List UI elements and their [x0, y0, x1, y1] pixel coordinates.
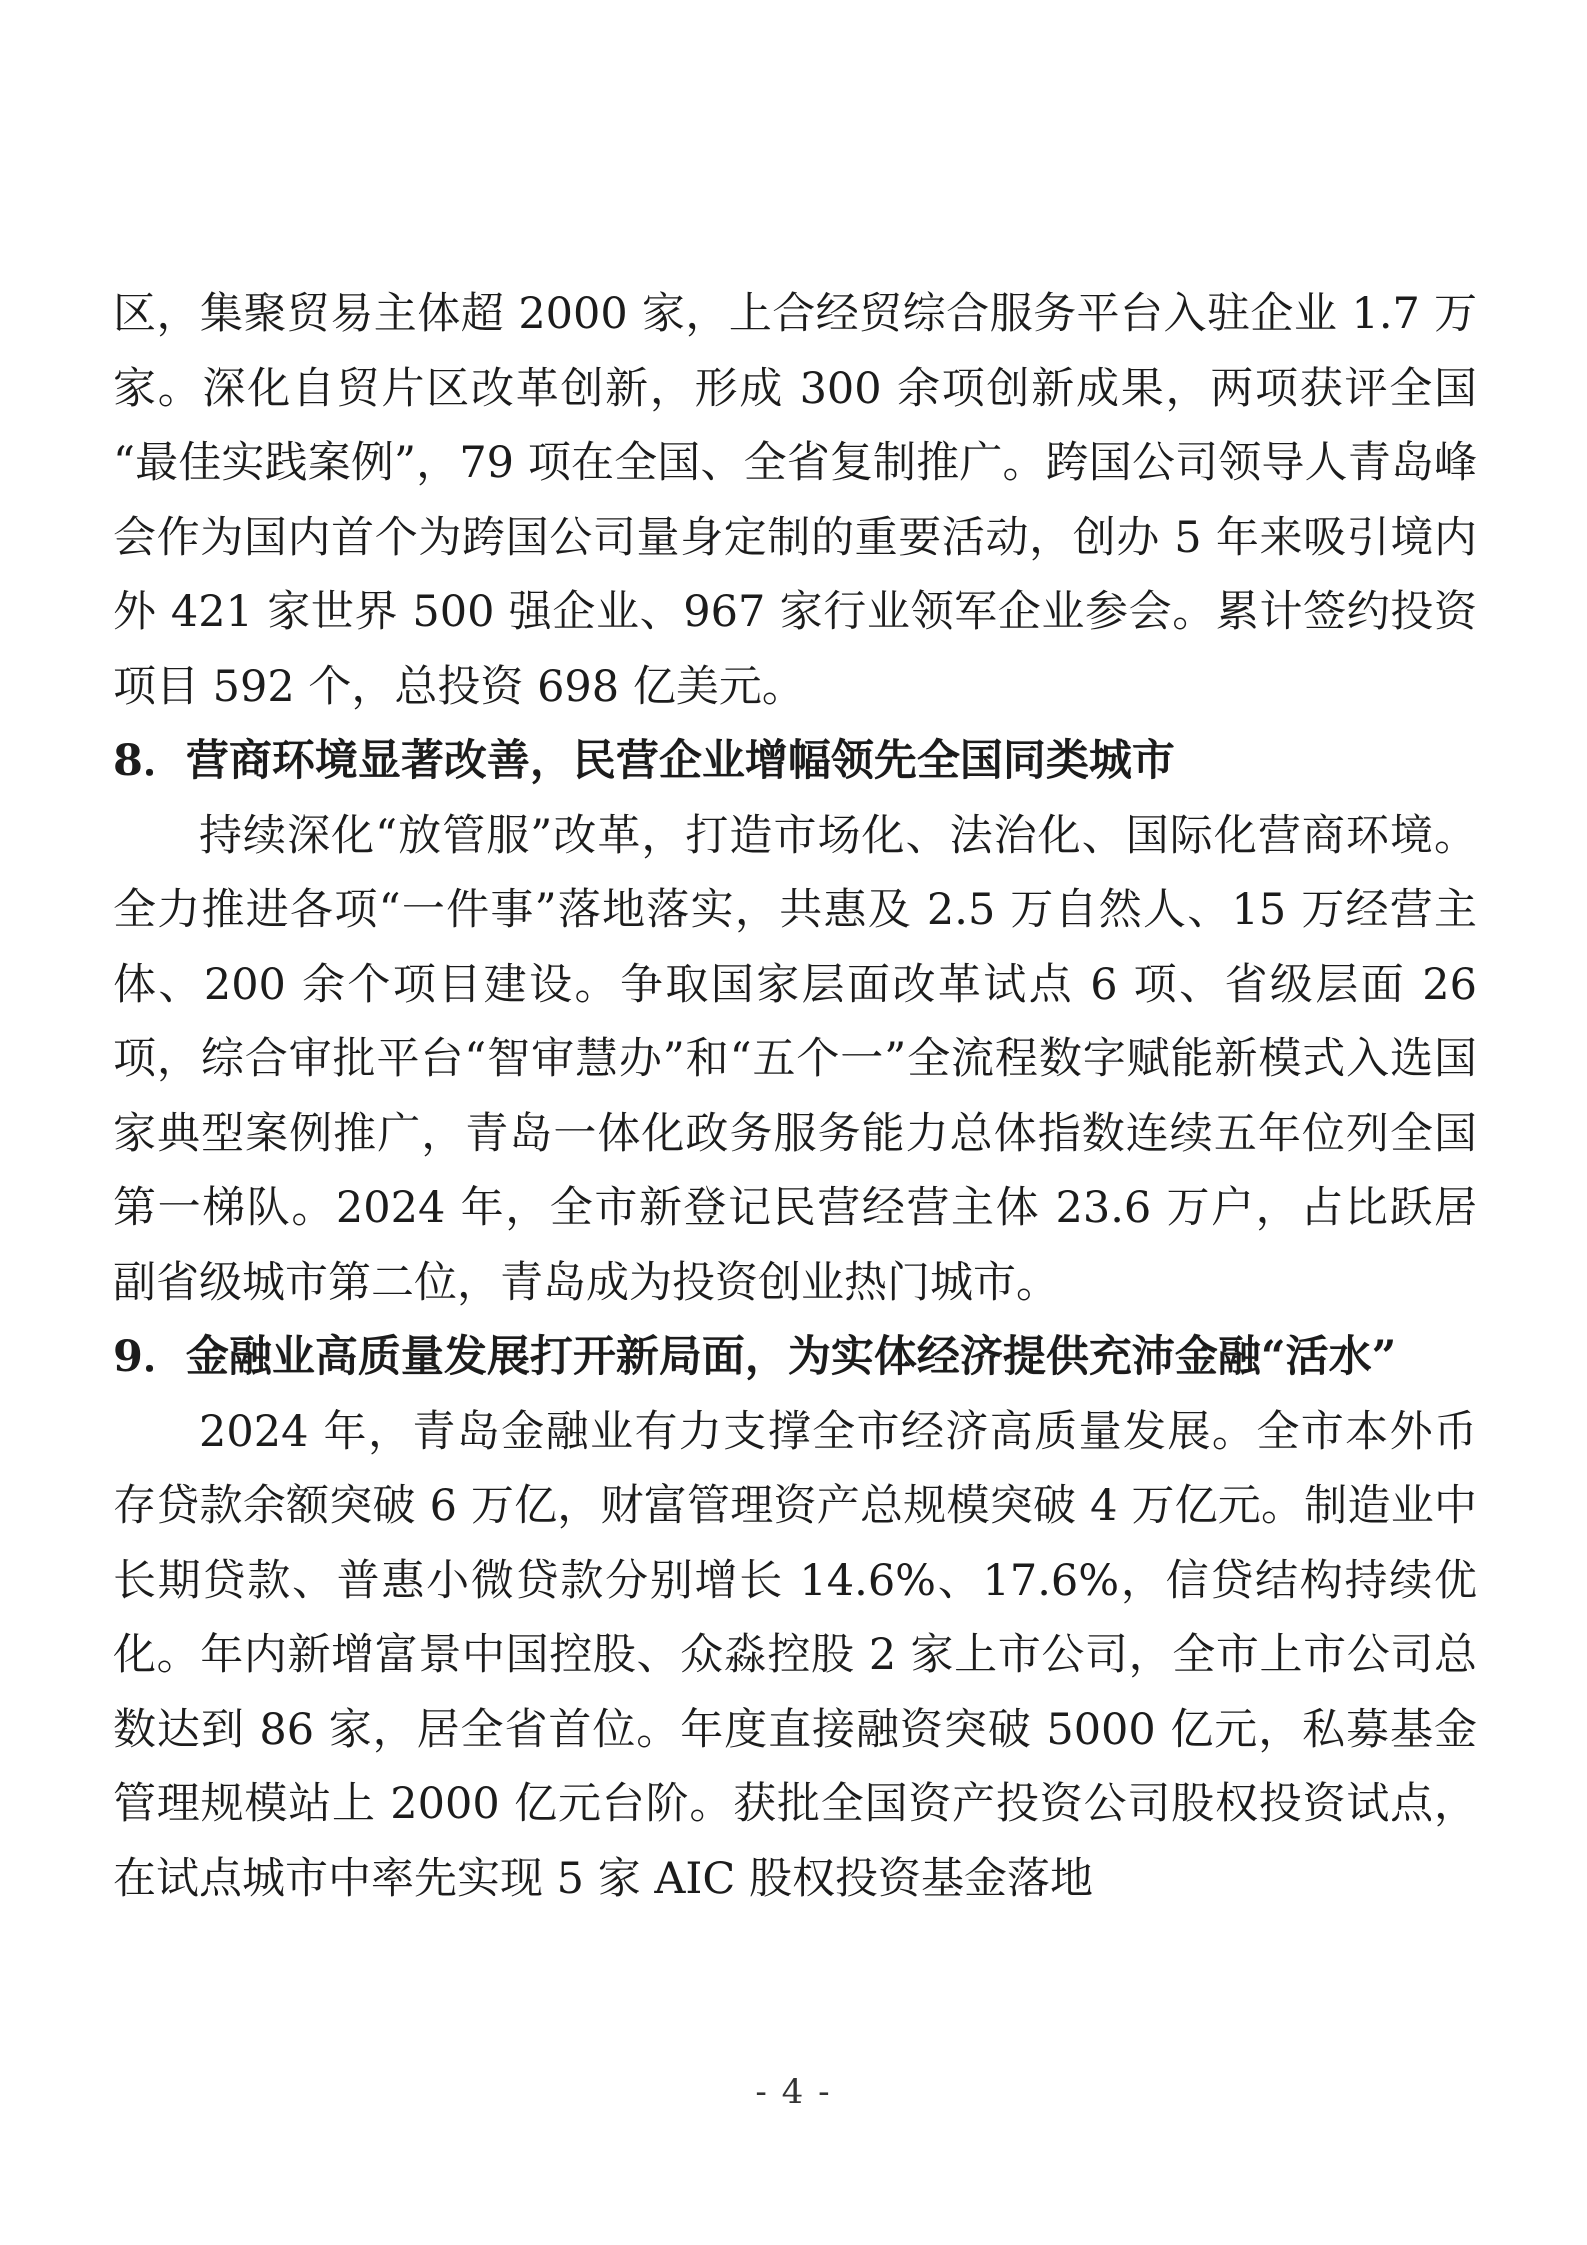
document-body	[113, 277, 1477, 1916]
section-heading-9: 9．金融业高质量发展打开新局面，为实体经济提供充沛金融“活水”	[113, 1332, 1397, 1382]
section-heading-8: 8．营商环境显著改善，民营企业增幅领先全国同类城市	[113, 736, 1175, 786]
section-8-paragraph: 持续深化“放管服”改革，打造市场化、法治化、国际化营商环境。全力推进各项“一件事”落地落实，共惠及 2.5 万自然人、15 万经营主体、200 余个项目建设。争取国家层面改革试点 6 项、省级层面 26 项，综合审批平台“智审慧办”和“五个一”全流程数字赋能新模式入选国家典型案例推广，青岛一体化政务服务能力总体指数连续五年位列全国第一梯队。2024 年，全市新登记民营经营主体 23.6 万户，占比跃居副省级城市第二位，青岛成为投资创业热门城市。	[113, 810, 1477, 1308]
page-number: - 4 -	[755, 2072, 832, 2112]
section-9-paragraph: 2024 年，青岛金融业有力支撑全市经济高质量发展。全市本外币存贷款余额突破 6 万亿，财富管理资产总规模突破 4 万亿元。制造业中长期贷款、普惠小微贷款分别增长 14.6%、17.6%，信贷结构持续优化。年内新增富景中国控股、众淼控股 2 家上市公司，全市上市公司总数达到 86 家，居全省首位。年度直接融资突破 5000 亿元，私募基金管理规模站上 2000 亿元台阶。获批全国资产投资公司股权投资试点，在试点城市中率先实现 5 家 AIC 股权投资基金落地	[113, 1406, 1477, 1904]
paragraph-continuation: 区，集聚贸易主体超 2000 家，上合经贸综合服务平台入驻企业 1.7 万家。深化自贸片区改革创新，形成 300 余项创新成果，两项获评全国“最佳实践案例”，79 项在全国、全省复制推广。跨国公司领导人青岛峰会作为国内首个为跨国公司量身定制的重要活动，创办 5 年来吸引境内外 421 家世界 500 强企业、967 家行业领军企业参会。累计签约投资项目 592 个，总投资 698 亿美元。	[113, 289, 1477, 712]
